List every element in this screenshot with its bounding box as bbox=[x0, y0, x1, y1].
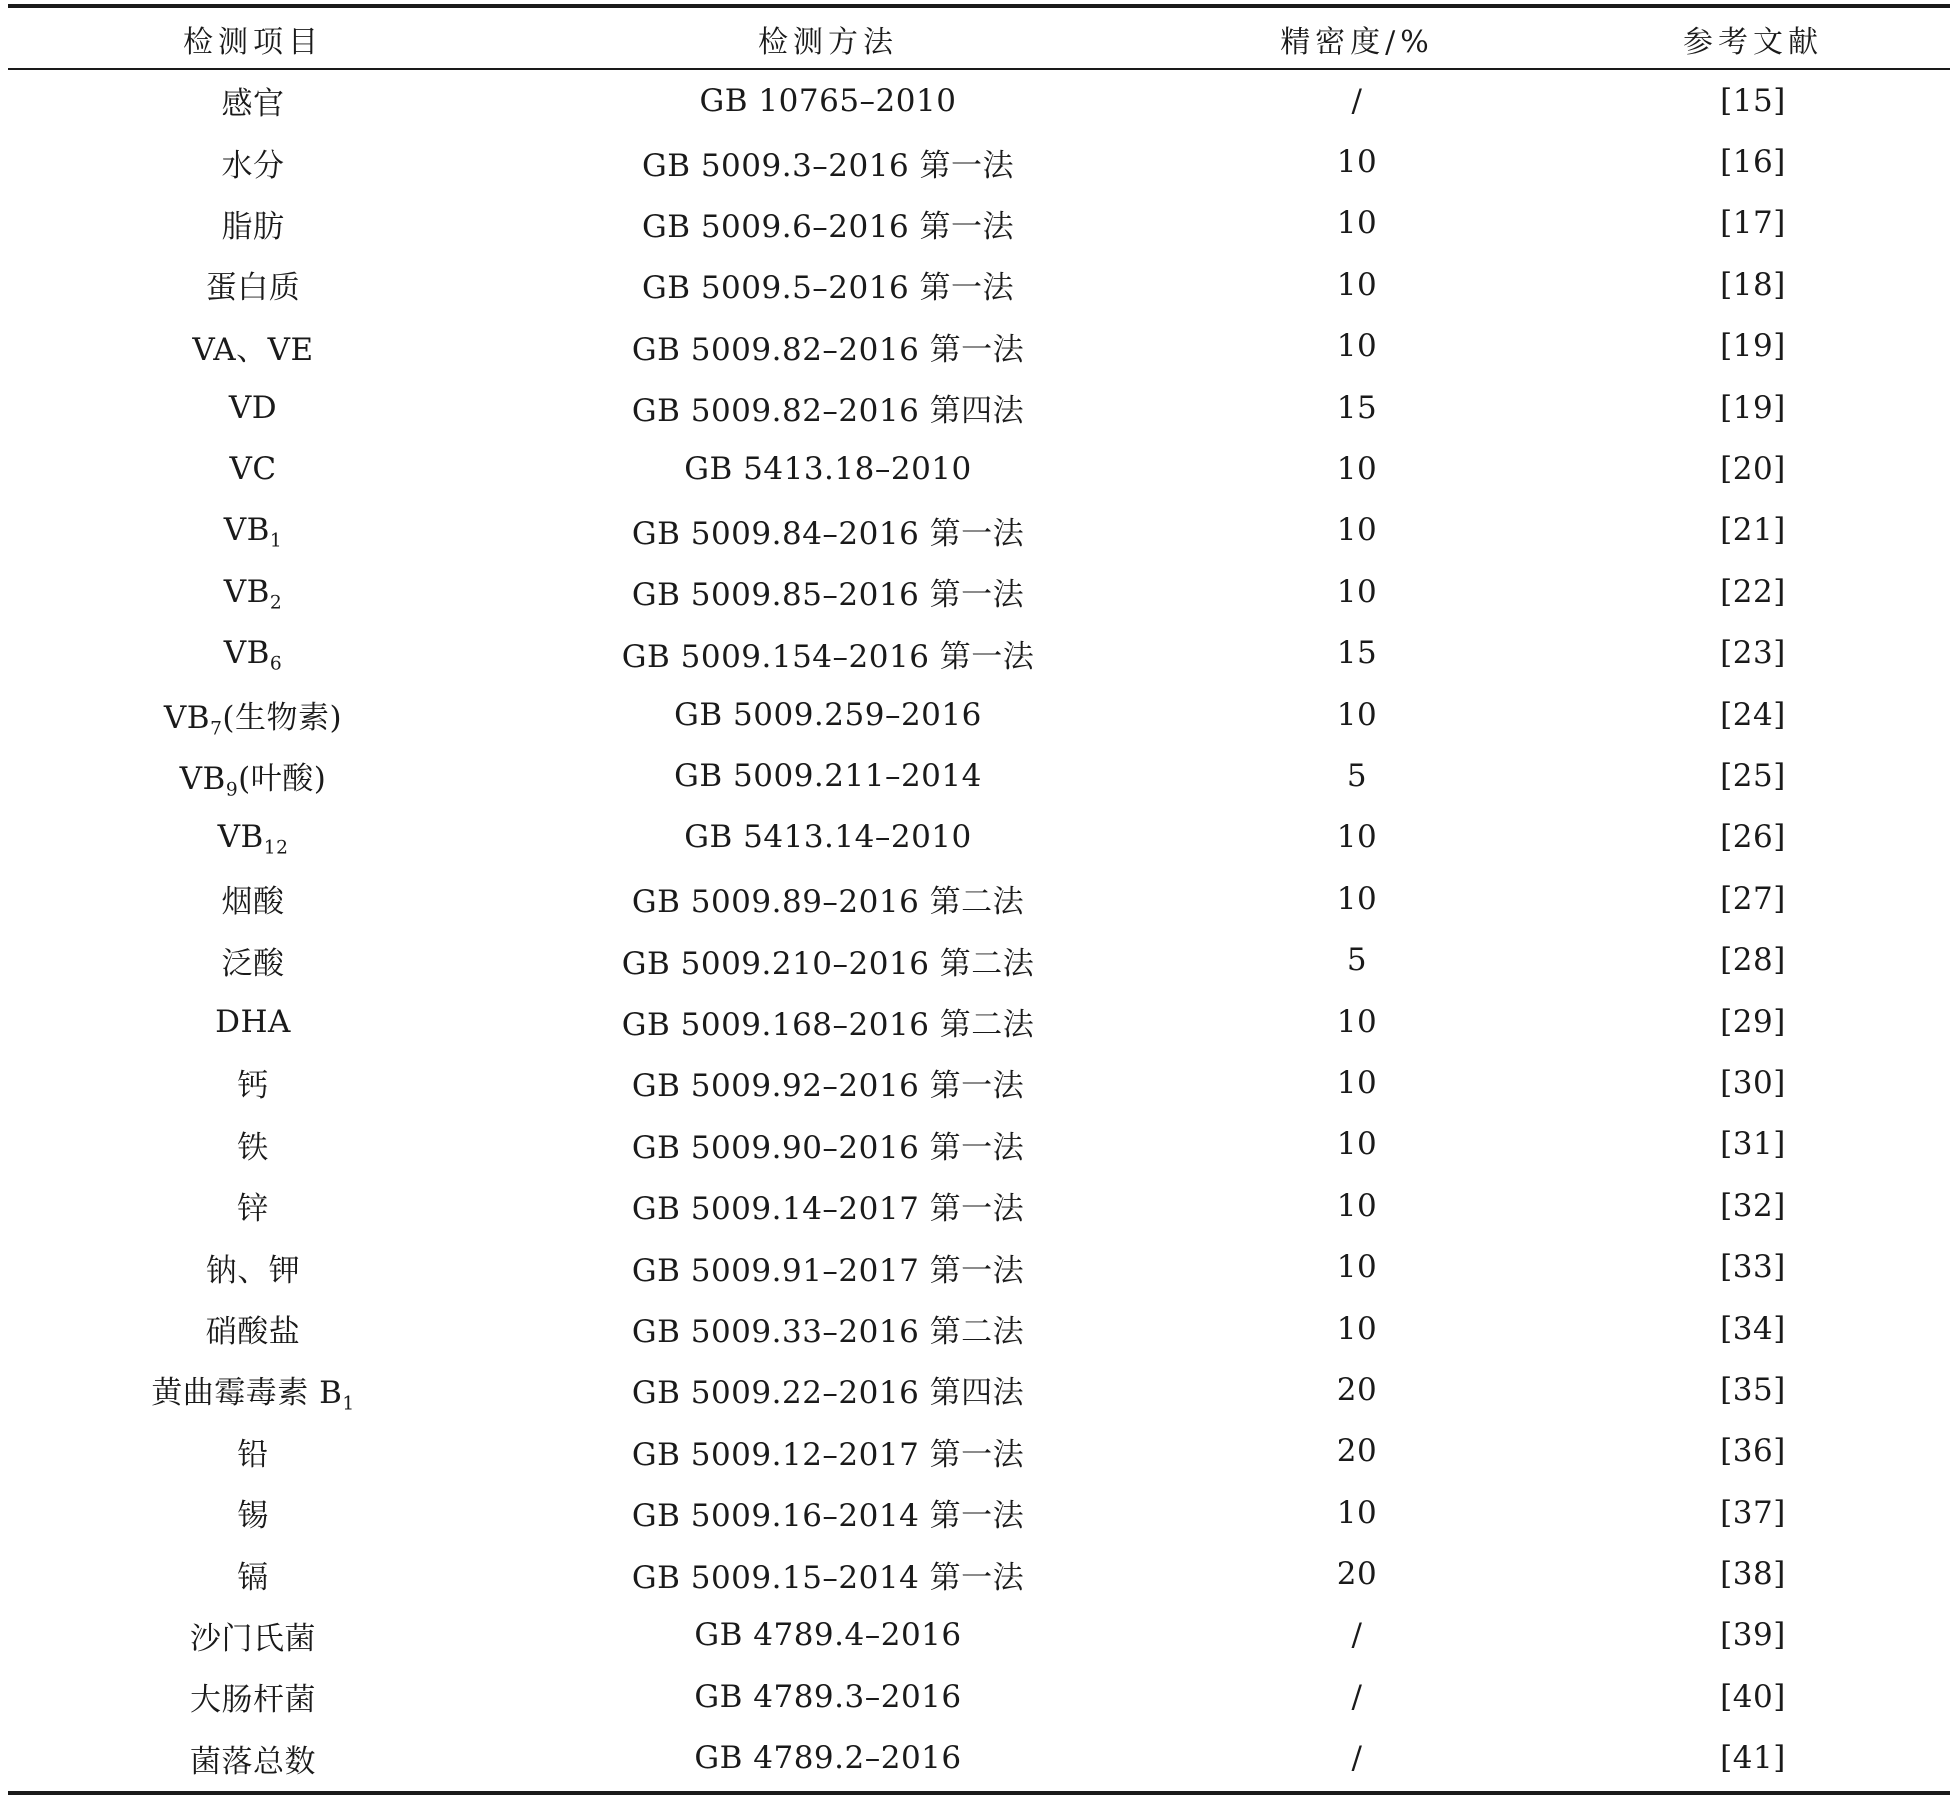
cell-reference: [34] bbox=[1720, 1310, 1786, 1347]
item-name: 脂肪 bbox=[221, 208, 285, 245]
header-item: 检测项目 bbox=[183, 24, 323, 60]
cell-method: GB 5009.90–2016 第一法 bbox=[631, 1129, 1025, 1166]
cell-precision: 10 bbox=[1336, 1494, 1378, 1531]
item-subscript: 1 bbox=[342, 1393, 355, 1415]
item-name: 泛酸 bbox=[221, 945, 285, 982]
table-row bbox=[8, 1605, 1950, 1666]
cell-precision: 20 bbox=[1336, 1433, 1378, 1470]
cell-method: GB 5009.168–2016 第二法 bbox=[621, 1007, 1035, 1044]
cell-reference: [26] bbox=[1720, 819, 1786, 856]
cell-precision: 10 bbox=[1336, 512, 1378, 549]
table-row bbox=[8, 1728, 1950, 1789]
table-row bbox=[8, 991, 1950, 1052]
cell-reference: [30] bbox=[1720, 1064, 1786, 1101]
cell-method: GB 5009.92–2016 第一法 bbox=[631, 1068, 1025, 1105]
cell-item bbox=[8, 1429, 498, 1474]
table-row bbox=[8, 868, 1950, 929]
header-reference: 参考文献 bbox=[1683, 24, 1823, 60]
cell-item bbox=[8, 1367, 498, 1415]
table-row bbox=[8, 684, 1950, 745]
item-name: DHA bbox=[215, 1003, 291, 1040]
table-row bbox=[8, 193, 1950, 254]
item-subscript: 7 bbox=[210, 718, 223, 740]
cell-reference: [36] bbox=[1720, 1433, 1786, 1470]
cell-item bbox=[8, 635, 498, 675]
table-row bbox=[8, 1421, 1950, 1482]
cell-item bbox=[8, 819, 498, 859]
item-name: VB bbox=[163, 700, 211, 737]
cell-method: GB 5009.259–2016 bbox=[674, 696, 982, 733]
item-name: 水分 bbox=[221, 147, 285, 184]
cell-reference: [23] bbox=[1720, 635, 1786, 672]
cell-reference: [18] bbox=[1720, 266, 1786, 303]
cell-method: GB 4789.2–2016 bbox=[694, 1740, 962, 1777]
header-method: 检测方法 bbox=[758, 24, 898, 60]
cell-reference: [17] bbox=[1720, 205, 1786, 242]
table-row bbox=[8, 807, 1950, 868]
cell-method: GB 5009.15–2014 第一法 bbox=[631, 1559, 1025, 1596]
cell-item bbox=[8, 938, 498, 983]
item-name: 钙 bbox=[237, 1068, 269, 1105]
cell-item bbox=[8, 573, 498, 614]
cell-method: GB 5009.89–2016 第二法 bbox=[631, 884, 1025, 921]
cell-item bbox=[8, 1183, 498, 1228]
cell-reference: [16] bbox=[1720, 144, 1786, 181]
cell-item bbox=[8, 692, 498, 740]
cell-method: GB 5009.5–2016 第一法 bbox=[641, 270, 1015, 307]
cell-item bbox=[8, 1613, 498, 1658]
cell-precision: 10 bbox=[1336, 1310, 1378, 1347]
table-row bbox=[8, 377, 1950, 438]
cell-precision: 5 bbox=[1346, 942, 1368, 979]
item-name: 大肠杆菌 bbox=[190, 1682, 316, 1719]
item-name: VB bbox=[217, 819, 264, 856]
cell-item bbox=[8, 1245, 498, 1290]
cell-reference: [41] bbox=[1720, 1740, 1786, 1777]
cell-precision: 10 bbox=[1336, 205, 1378, 242]
item-subscript: 9 bbox=[225, 779, 239, 801]
cell-method: GB 5009.6–2016 第一法 bbox=[641, 208, 1015, 245]
item-subscript: 12 bbox=[263, 837, 289, 859]
table-row bbox=[8, 1114, 1950, 1175]
item-subscript: 1 bbox=[269, 530, 283, 552]
cell-reference: [38] bbox=[1720, 1556, 1786, 1593]
cell-item bbox=[8, 1490, 498, 1535]
item-subscript: 2 bbox=[269, 592, 283, 614]
cell-precision: 10 bbox=[1336, 819, 1378, 856]
table-row bbox=[8, 1236, 1950, 1297]
table-row bbox=[8, 70, 1950, 131]
item-name: VB bbox=[223, 573, 270, 610]
cell-item bbox=[8, 201, 498, 246]
cell-method: GB 5009.82–2016 第四法 bbox=[631, 393, 1025, 430]
cell-precision: 15 bbox=[1336, 389, 1378, 426]
cell-reference: [31] bbox=[1720, 1126, 1786, 1163]
cell-precision: 10 bbox=[1336, 1249, 1378, 1286]
item-name: 锡 bbox=[237, 1498, 269, 1535]
cell-method: GB 5413.18–2010 bbox=[684, 451, 972, 488]
item-name: 菌落总数 bbox=[190, 1743, 316, 1780]
table-row bbox=[8, 1482, 1950, 1543]
item-suffix: (叶酸) bbox=[238, 761, 327, 798]
table-row bbox=[8, 1666, 1950, 1727]
cell-method: GB 5009.33–2016 第二法 bbox=[631, 1314, 1025, 1350]
item-name: 钠、钾 bbox=[205, 1252, 301, 1289]
item-name: 烟酸 bbox=[221, 884, 285, 921]
item-name: VB bbox=[223, 635, 270, 672]
cell-precision: / bbox=[1351, 82, 1363, 119]
cell-reference: [37] bbox=[1720, 1494, 1786, 1531]
cell-method: GB 10765–2010 bbox=[699, 82, 957, 119]
item-name: 铁 bbox=[237, 1129, 269, 1166]
item-name: VB bbox=[223, 512, 270, 549]
cell-item bbox=[8, 390, 498, 426]
table-row bbox=[8, 1175, 1950, 1236]
table-row bbox=[8, 131, 1950, 192]
cell-method: GB 5009.3–2016 第一法 bbox=[641, 147, 1015, 184]
cell-item bbox=[8, 140, 498, 185]
cell-reference: [24] bbox=[1720, 696, 1786, 733]
cell-item bbox=[8, 1736, 498, 1781]
cell-item bbox=[8, 1674, 498, 1719]
cell-reference: [19] bbox=[1720, 389, 1786, 426]
table-row bbox=[8, 1543, 1950, 1604]
table-header-row bbox=[8, 8, 1950, 69]
table-row bbox=[8, 1052, 1950, 1113]
cell-precision: 20 bbox=[1336, 1556, 1378, 1593]
item-name: 铅 bbox=[237, 1436, 269, 1473]
cell-method: GB 5009.84–2016 第一法 bbox=[631, 515, 1025, 552]
table-row bbox=[8, 745, 1950, 806]
table-row bbox=[8, 929, 1950, 990]
table-row bbox=[8, 316, 1950, 377]
cell-method: GB 5009.22–2016 第四法 bbox=[631, 1375, 1025, 1412]
cell-reference: [15] bbox=[1720, 82, 1786, 119]
cell-precision: 10 bbox=[1336, 1064, 1378, 1101]
table-row bbox=[8, 561, 1950, 622]
cell-reference: [39] bbox=[1720, 1617, 1786, 1654]
table-row bbox=[8, 254, 1950, 315]
cell-method: GB 5009.12–2017 第一法 bbox=[631, 1436, 1025, 1473]
cell-reference: [25] bbox=[1720, 757, 1786, 794]
item-suffix: (生物素) bbox=[222, 700, 343, 737]
cell-precision: 20 bbox=[1336, 1371, 1378, 1408]
cell-reference: [28] bbox=[1720, 942, 1786, 979]
item-name: VC bbox=[229, 451, 277, 488]
item-name: 锌 bbox=[237, 1191, 269, 1228]
cell-reference: [20] bbox=[1720, 451, 1786, 488]
cell-precision: 10 bbox=[1336, 451, 1378, 488]
item-name: 硝酸盐 bbox=[205, 1314, 301, 1350]
cell-item bbox=[8, 324, 498, 369]
cell-method: GB 5009.16–2014 第一法 bbox=[631, 1498, 1025, 1535]
cell-precision: 10 bbox=[1336, 328, 1378, 365]
cell-method: GB 4789.3–2016 bbox=[694, 1678, 962, 1715]
cell-reference: [33] bbox=[1720, 1249, 1786, 1286]
table-body bbox=[8, 70, 1950, 1789]
item-name: VD bbox=[228, 389, 278, 426]
item-name: 镉 bbox=[237, 1559, 269, 1596]
cell-item bbox=[8, 451, 498, 487]
item-name: 黄曲霉毒素 B bbox=[151, 1375, 343, 1412]
cell-precision: 10 bbox=[1336, 1126, 1378, 1163]
cell-reference: [19] bbox=[1720, 328, 1786, 365]
cell-precision: 10 bbox=[1336, 144, 1378, 181]
item-name: VA、VE bbox=[192, 331, 314, 368]
cell-method: GB 5009.154–2016 第一法 bbox=[621, 638, 1035, 675]
cell-item bbox=[8, 876, 498, 921]
cell-precision: 5 bbox=[1346, 757, 1368, 794]
cell-item bbox=[8, 1306, 498, 1351]
cell-reference: [22] bbox=[1720, 573, 1786, 610]
cell-reference: [32] bbox=[1720, 1187, 1786, 1224]
cell-item bbox=[8, 1004, 498, 1040]
cell-precision: 15 bbox=[1336, 635, 1378, 672]
cell-item bbox=[8, 262, 498, 307]
cell-item bbox=[8, 753, 498, 801]
cell-item bbox=[8, 1060, 498, 1105]
table-row bbox=[8, 1298, 1950, 1359]
cell-precision: 10 bbox=[1336, 696, 1378, 733]
cell-reference: [21] bbox=[1720, 512, 1786, 549]
cell-precision: / bbox=[1351, 1617, 1363, 1654]
table-row bbox=[8, 438, 1950, 499]
cell-item bbox=[8, 78, 498, 123]
cell-method: GB 5009.82–2016 第一法 bbox=[631, 331, 1025, 368]
cell-method: GB 5009.14–2017 第一法 bbox=[631, 1191, 1025, 1228]
table-row bbox=[8, 623, 1950, 684]
cell-precision: 10 bbox=[1336, 266, 1378, 303]
cell-reference: [40] bbox=[1720, 1678, 1786, 1715]
cell-reference: [27] bbox=[1720, 880, 1786, 917]
cell-reference: [35] bbox=[1720, 1371, 1786, 1408]
item-subscript: 6 bbox=[269, 653, 283, 675]
item-name: VB bbox=[179, 761, 226, 798]
detection-methods-table bbox=[8, 4, 1950, 1795]
cell-precision: 10 bbox=[1336, 1187, 1378, 1224]
cell-reference: [29] bbox=[1720, 1003, 1786, 1040]
table-row bbox=[8, 500, 1950, 561]
cell-item bbox=[8, 512, 498, 552]
cell-item bbox=[8, 1552, 498, 1597]
cell-precision: 10 bbox=[1336, 880, 1378, 917]
cell-method: GB 5009.210–2016 第二法 bbox=[621, 945, 1035, 982]
cell-precision: / bbox=[1351, 1740, 1363, 1777]
table-row bbox=[8, 1359, 1950, 1420]
cell-method: GB 4789.4–2016 bbox=[694, 1617, 962, 1654]
item-name: 感官 bbox=[221, 86, 285, 123]
item-name: 沙门氏菌 bbox=[190, 1620, 316, 1657]
cell-precision: / bbox=[1351, 1678, 1363, 1715]
cell-method: GB 5009.85–2016 第一法 bbox=[631, 577, 1025, 614]
cell-precision: 10 bbox=[1336, 573, 1378, 610]
item-name: 蛋白质 bbox=[205, 270, 301, 307]
header-precision: 精密度/% bbox=[1280, 24, 1434, 60]
cell-method: GB 5413.14–2010 bbox=[684, 819, 972, 856]
cell-item bbox=[8, 1122, 498, 1167]
cell-method: GB 5009.211–2014 bbox=[674, 757, 982, 794]
cell-precision: 10 bbox=[1336, 1003, 1378, 1040]
cell-method: GB 5009.91–2017 第一法 bbox=[631, 1252, 1025, 1289]
